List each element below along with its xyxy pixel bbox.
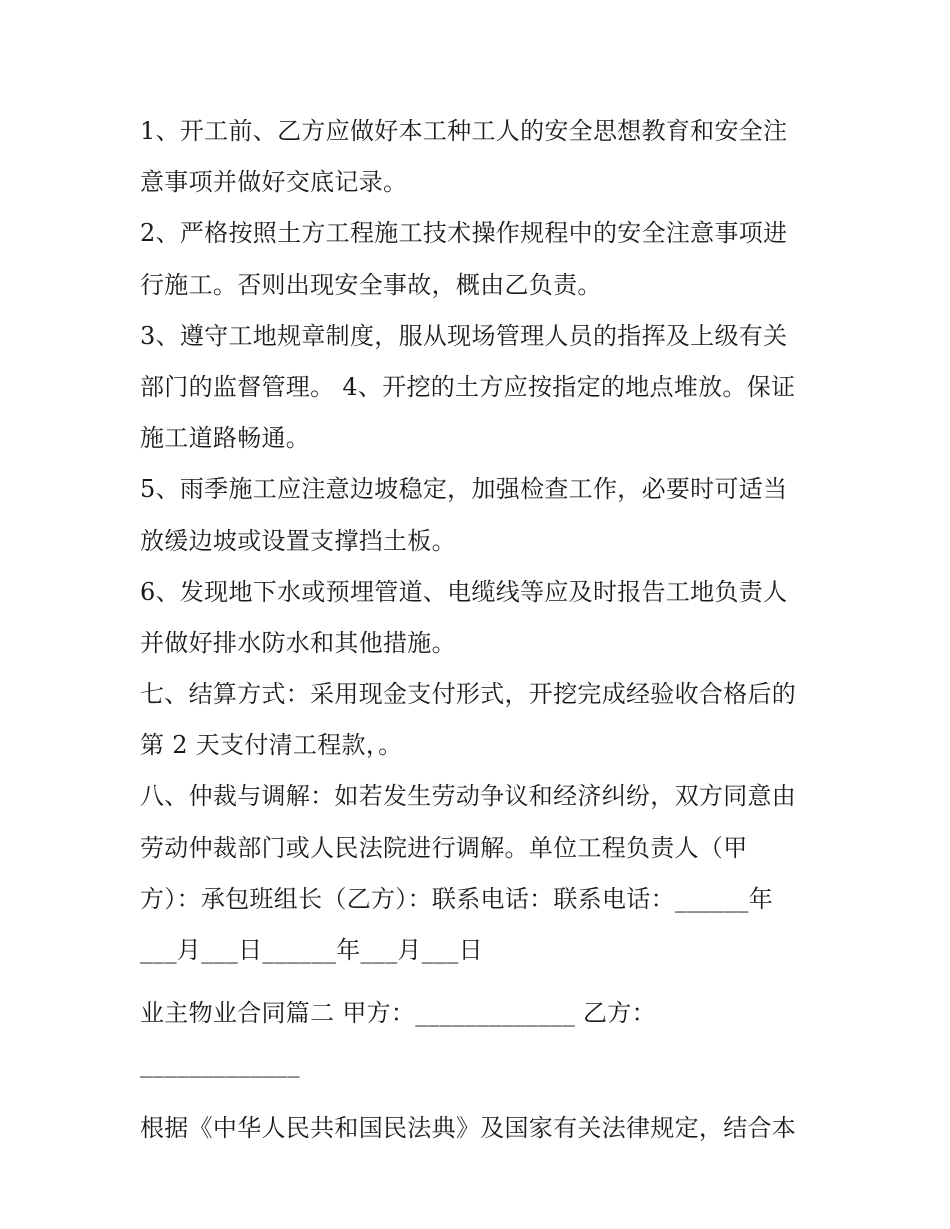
text-line: 方）：承包班组长（乙方）：联系电话：联系电话：______年 [140, 884, 773, 913]
text-line: 七、结算方式：采用现金支付形式，开挖完成经验收合格后的 [140, 680, 797, 709]
text-line: 3、遵守工地规章制度，服从现场管理人员的指挥及上级有关 [140, 321, 788, 350]
text-line: ___月___日______年___月___日 [140, 936, 483, 964]
text-line: 第 2 天支付清工程款，。 [140, 731, 403, 760]
text-line: 1、开工前、乙方应做好本工种工人的安全思想教育和安全注 [140, 117, 788, 145]
text-line: 6、发现地下水或预埋管道、电缆线等应及时报告工地负责人 [140, 577, 788, 606]
text-line: 行施工。否则出现安全事故，概由乙负责。 [140, 270, 602, 299]
text-line: 2、严格按照土方工程施工技术操作规程中的安全注意事项进 [140, 219, 788, 248]
text-line: 八、仲裁与调解：如若发生劳动争议和经济纠纷，双方同意由 [140, 782, 797, 811]
document-body [140, 106, 820, 1154]
text-line: 劳动仲裁部门或人民法院进行调解。单位工程负责人（甲 [140, 833, 748, 862]
text-line: 意事项并做好交底记录。 [140, 168, 408, 197]
text-line: 施工道路畅通。 [140, 424, 311, 453]
text-line: 业主物业合同篇二 甲方：_____________ 乙方： [140, 999, 656, 1028]
text-line: 并做好排水防水和其他措施。 [140, 628, 456, 657]
text-line: _____________ [140, 1050, 300, 1079]
text-line: 5、雨季施工应注意边坡稳定，加强检查工作，必要时可适当 [140, 475, 788, 504]
text-line: 放缓边坡或设置支撑挡土板。 [140, 526, 456, 555]
text-line: 根据《中华人民共和国民法典》及国家有关法律规定，结合本 [140, 1113, 797, 1142]
text-line: 部门的监督管理。 4、开挖的土方应按指定的地点堆放。保证 [140, 372, 796, 401]
